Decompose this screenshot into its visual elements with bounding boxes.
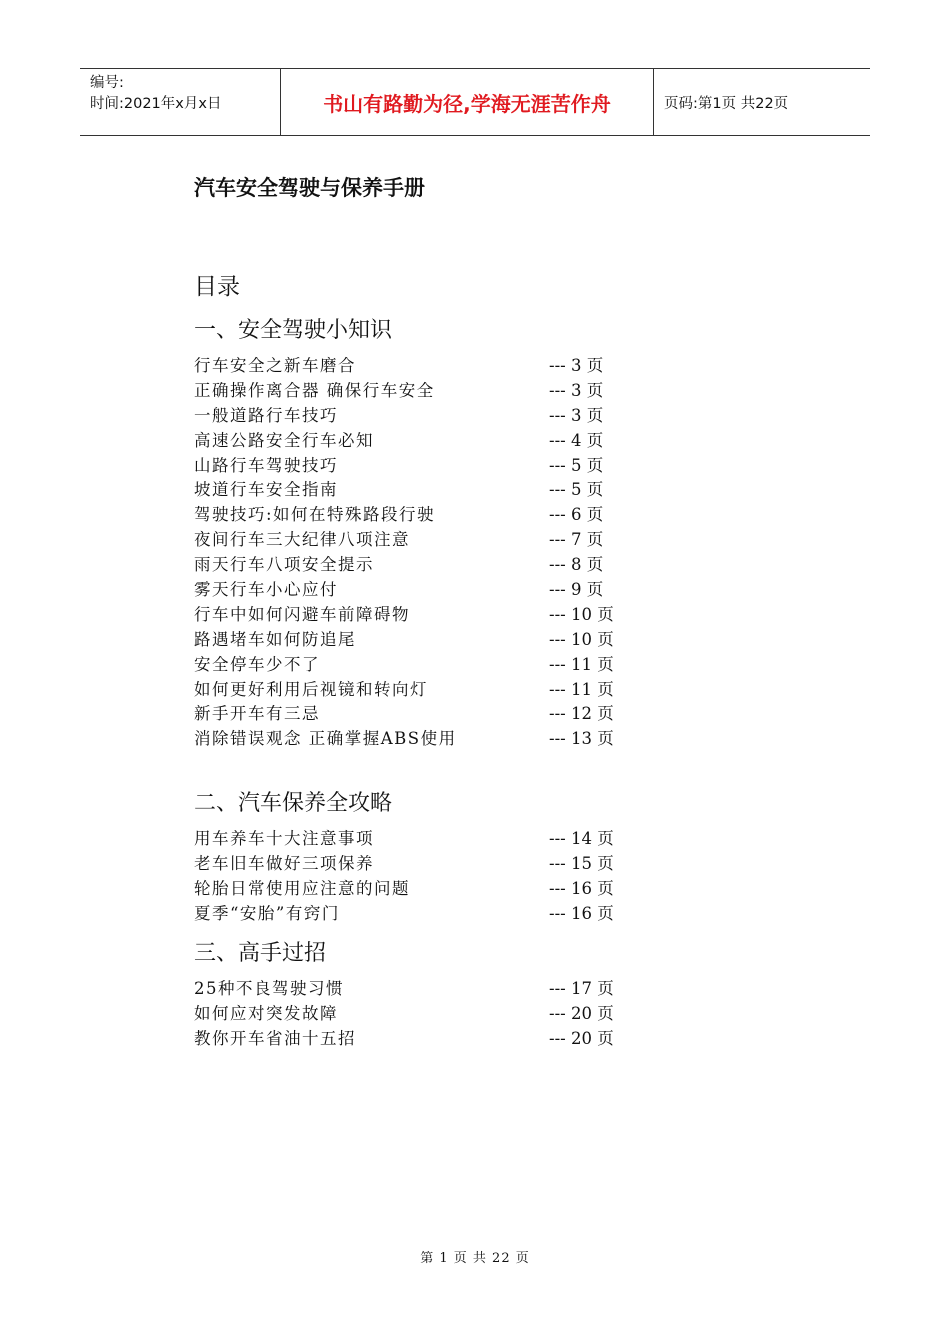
section-title: 三、高手过招 xyxy=(194,941,327,966)
entry-label: 25种不良驾驶习惯 xyxy=(194,979,344,998)
entry-page: --- 8 页 xyxy=(549,555,604,575)
entry-page: --- 3 页 xyxy=(549,405,604,425)
entry-page: --- 13 页 xyxy=(549,729,614,749)
entry-label: 如何更好利用后视镜和转向灯 xyxy=(194,679,428,699)
toc-entry[interactable] xyxy=(194,429,694,454)
toc-entry[interactable] xyxy=(194,503,694,528)
toc-entry[interactable] xyxy=(194,354,694,379)
toc-entry[interactable] xyxy=(194,977,694,1002)
toc-entry[interactable] xyxy=(194,877,694,902)
toc-entry[interactable] xyxy=(194,827,694,852)
toc-entry[interactable] xyxy=(194,653,694,678)
toc-entry[interactable] xyxy=(194,478,694,503)
entry-label: 消除错误观念 正确掌握ABS使用 xyxy=(194,729,457,749)
entry-page: --- 12 页 xyxy=(549,704,614,724)
toc-entry[interactable] xyxy=(194,852,694,877)
entry-label: 雨天行车八项安全提示 xyxy=(194,555,374,575)
entry-page: --- 20 页 xyxy=(549,1003,614,1023)
toc-entry[interactable] xyxy=(194,702,694,727)
number-label: 编号: xyxy=(90,75,124,91)
entry-page: --- 10 页 xyxy=(549,629,614,649)
header-page-info: 页码:第1页 共22页 xyxy=(664,95,789,112)
entry-page: --- 15 页 xyxy=(549,853,614,873)
entry-label: 轮胎日常使用应注意的问题 xyxy=(194,878,410,898)
toc-entry[interactable] xyxy=(194,678,694,703)
entry-label: 安全停车少不了 xyxy=(194,654,320,674)
entry-page: --- 20 页 xyxy=(549,1028,614,1048)
entry-page: --- 14 页 xyxy=(549,829,614,848)
entry-label: 行车安全之新车磨合 xyxy=(194,356,356,375)
document-title: 汽车安全驾驶与保养手册 xyxy=(194,176,425,200)
entry-label: 坡道行车安全指南 xyxy=(194,480,338,500)
entry-page: --- 11 页 xyxy=(549,654,614,674)
entry-page: --- 3 页 xyxy=(549,380,604,400)
entry-label: 用车养车十大注意事项 xyxy=(194,829,374,848)
toc-entry[interactable] xyxy=(194,553,694,578)
entry-label: 驾驶技巧:如何在特殊路段行驶 xyxy=(194,505,436,525)
entry-label: 高速公路安全行车必知 xyxy=(194,430,374,450)
entry-label: 山路行车驾驶技巧 xyxy=(194,455,338,475)
entry-label: 夏季“安胎”有窍门 xyxy=(194,903,340,923)
entry-page: --- 7 页 xyxy=(549,530,604,550)
entry-label: 夜间行车三大纪律八项注意 xyxy=(194,530,410,550)
section-title: 二、汽车保养全攻略 xyxy=(194,791,393,816)
entry-page: --- 9 页 xyxy=(549,580,604,600)
entry-label: 行车中如何闪避车前障碍物 xyxy=(194,604,410,624)
header-motto: 书山有路勤为径,学海无涯苦作舟 xyxy=(281,69,654,135)
page-footer: 第 1 页 共 22 页 xyxy=(420,1251,530,1266)
entry-page: --- 16 页 xyxy=(549,903,614,923)
toc-entry[interactable] xyxy=(194,902,694,927)
toc-entry[interactable] xyxy=(194,628,694,653)
entry-page: --- 5 页 xyxy=(549,480,604,500)
toc-entry[interactable] xyxy=(194,528,694,553)
entry-label: 一般道路行车技巧 xyxy=(194,405,338,425)
toc-section-1 xyxy=(194,316,694,752)
toc-entry[interactable] xyxy=(194,727,694,752)
header-meta xyxy=(80,69,281,135)
toc-section-3 xyxy=(194,939,694,1052)
entry-label: 教你开车省油十五招 xyxy=(194,1028,356,1048)
entry-page: --- 3 页 xyxy=(549,356,604,375)
toc-entry[interactable] xyxy=(194,454,694,479)
entry-label: 路遇堵车如何防追尾 xyxy=(194,629,356,649)
entry-label: 如何应对突发故障 xyxy=(194,1003,338,1023)
toc-entry[interactable] xyxy=(194,1002,694,1027)
section-title: 一、安全驾驶小知识 xyxy=(194,318,393,343)
entry-page: --- 16 页 xyxy=(549,878,614,898)
entry-label: 正确操作离合器 确保行车安全 xyxy=(194,380,435,400)
toc-entry[interactable] xyxy=(194,603,694,628)
toc-entry[interactable] xyxy=(194,379,694,404)
toc-entry[interactable] xyxy=(194,1027,694,1052)
toc-entry[interactable] xyxy=(194,404,694,429)
entry-label: 老车旧车做好三项保养 xyxy=(194,853,374,873)
entry-page: --- 5 页 xyxy=(549,455,604,475)
time-label: 时间:2021年x月x日 xyxy=(90,96,222,112)
entry-page: --- 17 页 xyxy=(549,979,614,998)
toc-entry[interactable] xyxy=(194,578,694,603)
page-header xyxy=(80,68,870,136)
entry-page: --- 10 页 xyxy=(549,604,614,624)
entry-page: --- 4 页 xyxy=(549,430,604,450)
entry-label: 新手开车有三忌 xyxy=(194,704,320,724)
entry-page: --- 6 页 xyxy=(549,505,604,525)
toc-section-2 xyxy=(194,789,694,927)
entry-page: --- 11 页 xyxy=(549,679,614,699)
entry-label: 雾天行车小心应付 xyxy=(194,580,338,600)
toc-heading: 目录 xyxy=(194,274,240,300)
